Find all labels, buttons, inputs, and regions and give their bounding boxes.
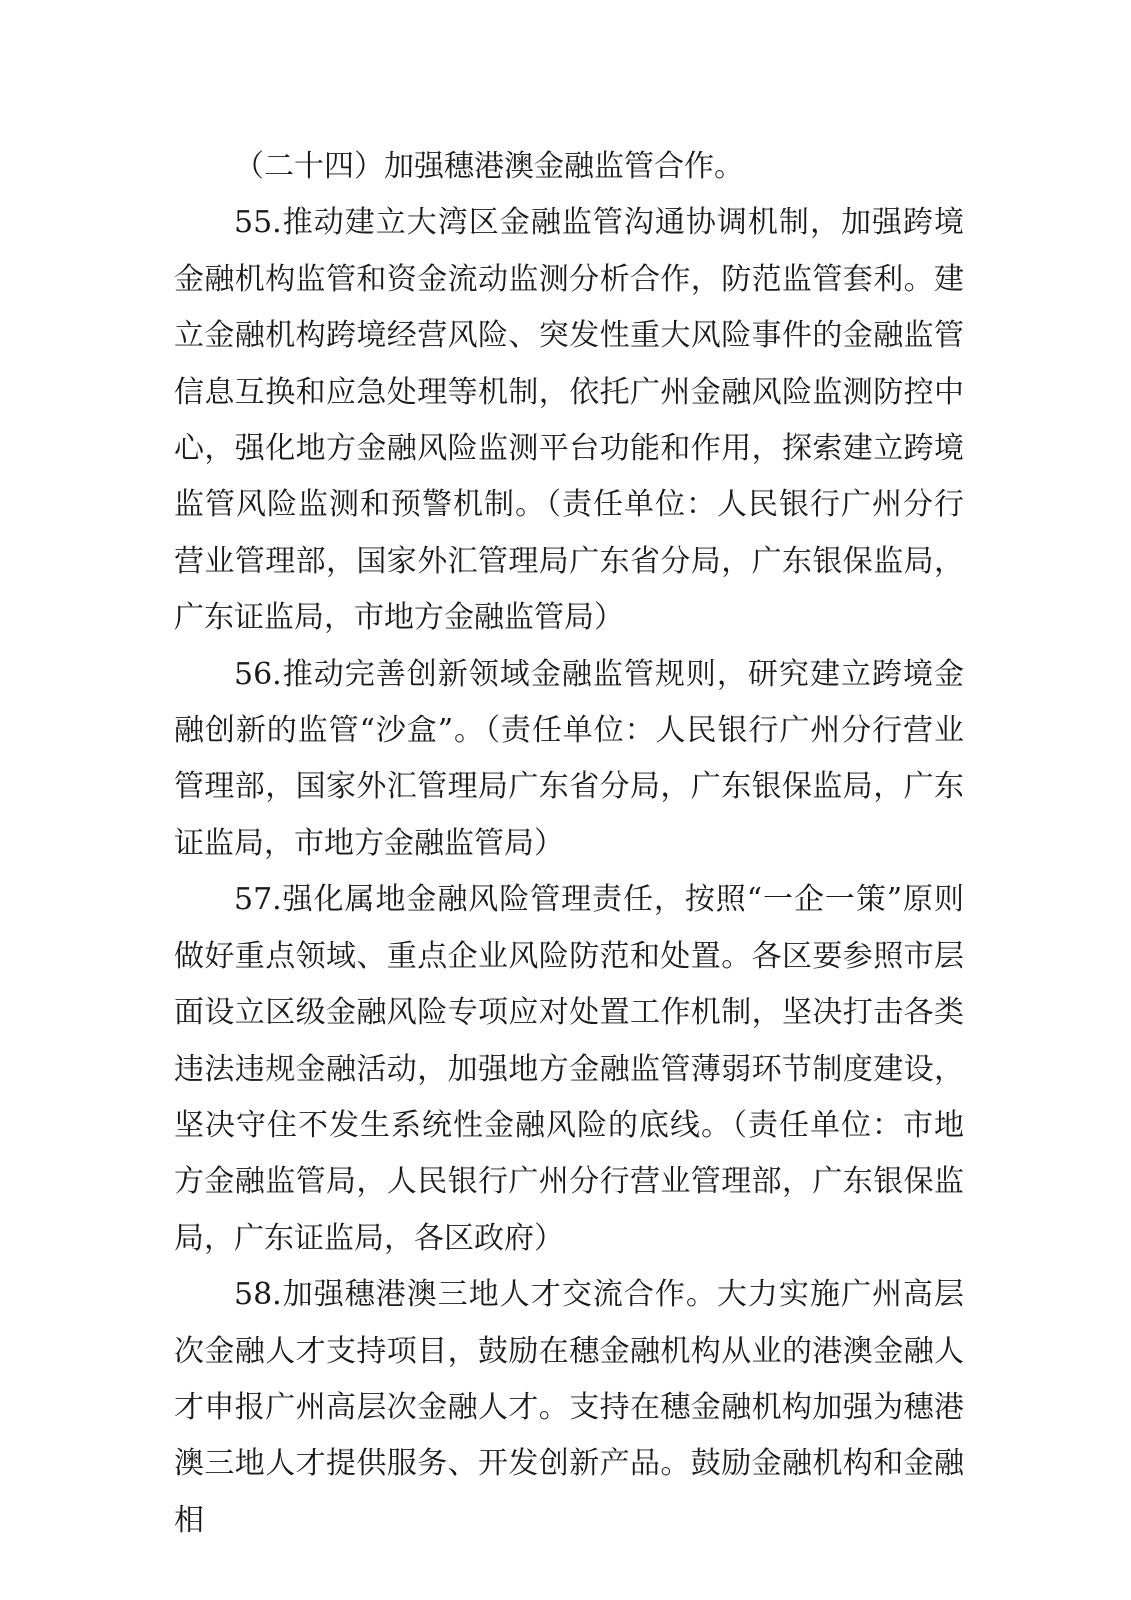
paragraph-56-body: 56.推动完善创新领域金融监管规则，研究建立跨境金融创新的监管“沙盒”。 (174, 656, 964, 749)
paragraph-55 (174, 195, 964, 646)
paragraph-55-responsibility: （责任单位：人民银行广州分行营业管理部，国家外汇管理局广东省分局，广东银保监局，广东证监局，市地方金融监管局） (174, 487, 964, 636)
paragraph-57 (174, 872, 964, 1267)
section-heading: （二十四）加强穗港澳金融监管合作。 (234, 149, 744, 184)
document-body (174, 139, 964, 1549)
paragraph-57-responsibility: （责任单位：市地方金融监管局，人民银行广州分行营业管理部，广东银保监局，广东证监局，各区政府） (174, 1107, 964, 1256)
paragraph-55-body: 55.推动建立大湾区金融监管沟通协调机制，加强跨境金融机构监管和资金流动监测分析合作，防范监管套利。建立金融机构跨境经营风险、突发性重大风险事件的金融监管信息互换和应急处理等机制，依托广州金融风险监测防控中心，强化地方金融风险监测平台功能和作用，探索建立跨境监管风险监测和预警机制。 (174, 205, 964, 523)
paragraph-56-responsibility: （责任单位：人民银行广州分行营业管理部，国家外汇管理局广东省分局，广东银保监局，广东证监局，市地方金融监管局） (174, 713, 964, 861)
paragraph-58 (174, 1267, 964, 1549)
paragraph-57-body: 57.强化属地金融风险管理责任，按照“一企一策”原则做好重点领域、重点企业风险防范和处置。各区要参照市层面设立区级金融风险专项应对处置工作机制，坚决打击各类违法违规金融活动，加强地方金融监管薄弱环节制度建设，坚决守住不发生系统性金融风险的底线。 (174, 882, 964, 1143)
paragraph-56 (174, 647, 964, 873)
paragraph-58-body: 58.加强穗港澳三地人才交流合作。大力实施广州高层次金融人才支持项目，鼓励在穗金融机构从业的港澳金融人才申报广州高层次金融人才。支持在穗金融机构加强为穗港澳三地人才提供服务、开发创新产品。鼓励金融机构和金融相 (174, 1277, 964, 1538)
